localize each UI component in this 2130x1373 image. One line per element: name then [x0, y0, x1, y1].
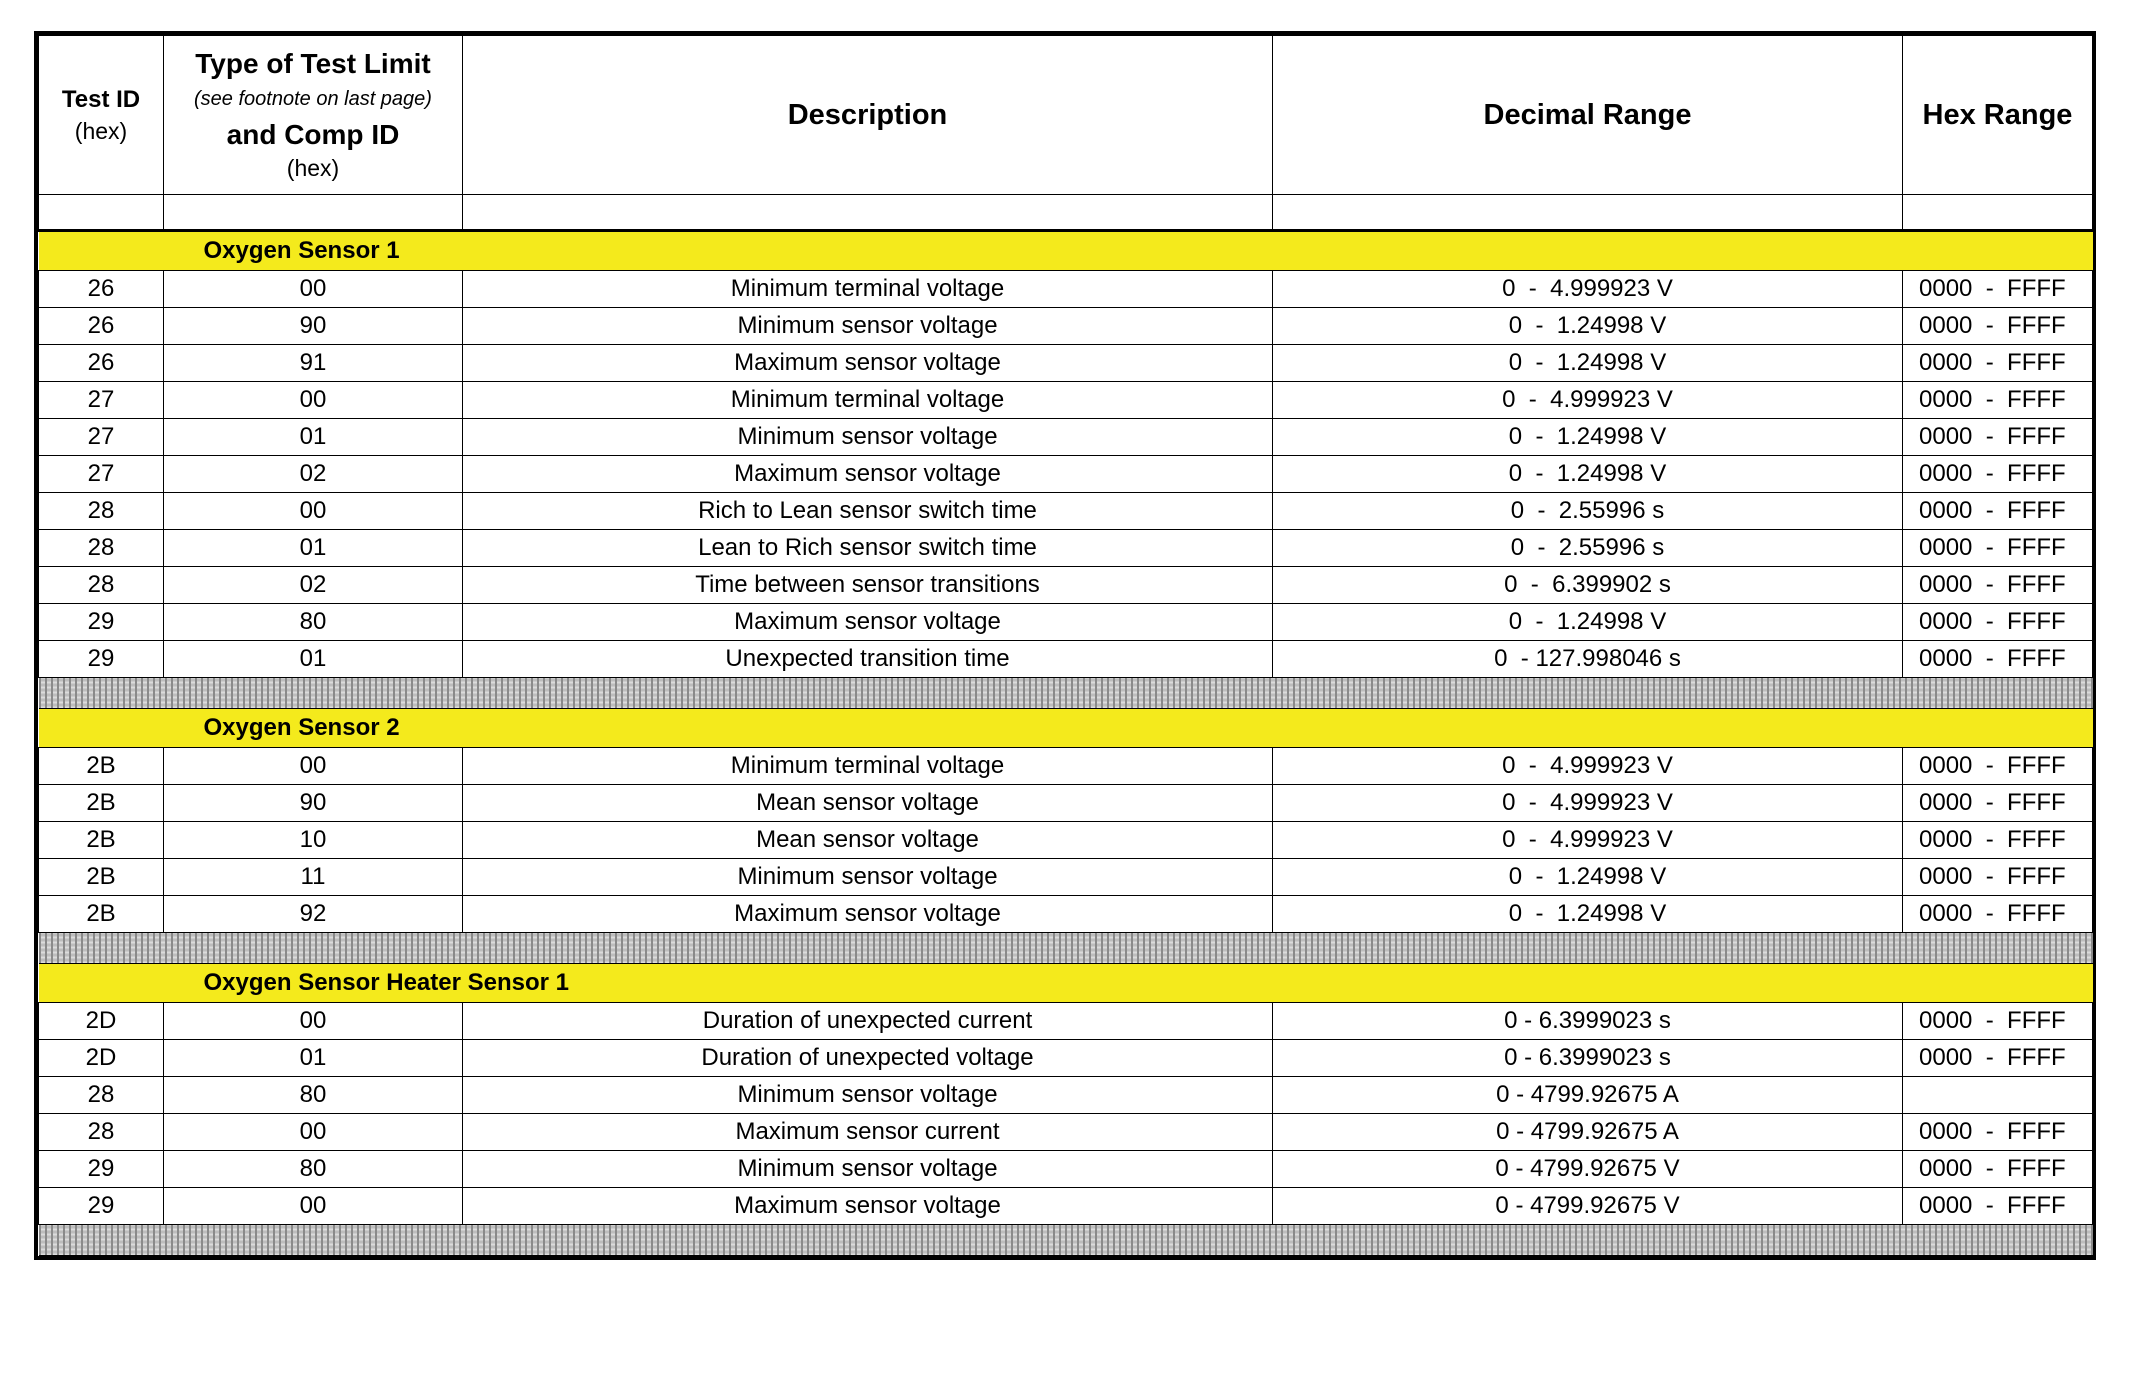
table-row	[39, 382, 2093, 419]
description-cell: Duration of unexpected current	[463, 1003, 1273, 1040]
table-row	[39, 308, 2093, 345]
description-cell: Minimum sensor voltage	[463, 1151, 1273, 1188]
test-id-cell: 29	[39, 604, 164, 641]
test-id-cell: 2B	[39, 896, 164, 933]
comp-id-cell: 90	[164, 308, 463, 345]
decimal-range-cell: 0 - 2.55996 s	[1273, 493, 1903, 530]
decimal-range-cell: 0 - 1.24998 V	[1273, 456, 1903, 493]
decimal-range-cell: 0 - 1.24998 V	[1273, 604, 1903, 641]
decimal-range-cell: 0 - 6.3999023 s	[1273, 1040, 1903, 1077]
test-id-cell: 28	[39, 1077, 164, 1114]
decimal-range-cell: 0 - 4.999923 V	[1273, 271, 1903, 308]
comp-id-cell: 00	[164, 1003, 463, 1040]
hex-range-cell: 0000 - FFFF	[1903, 785, 2093, 822]
spacer-cell	[164, 195, 463, 231]
comp-id-cell: 01	[164, 419, 463, 456]
table-row	[39, 859, 2093, 896]
comp-id-cell: 10	[164, 822, 463, 859]
hex-range-cell: 0000 - FFFF	[1903, 1114, 2093, 1151]
description-cell: Minimum sensor voltage	[463, 419, 1273, 456]
description-cell: Maximum sensor voltage	[463, 345, 1273, 382]
hex-range-cell: 0000 - FFFF	[1903, 345, 2093, 382]
header-type-comp	[164, 36, 463, 195]
header-test-id-unit: (hex)	[74, 117, 128, 144]
description-cell: Time between sensor transitions	[463, 567, 1273, 604]
section-divider-band	[39, 933, 2093, 964]
spacer-cell	[463, 195, 1273, 231]
table-row	[39, 271, 2093, 308]
description-cell: Maximum sensor current	[463, 1114, 1273, 1151]
header-hex-range: Hex Range	[1903, 36, 2093, 195]
hex-range-cell: 0000 - FFFF	[1903, 567, 2093, 604]
section-divider-band	[39, 1225, 2093, 1256]
table-body	[39, 195, 2093, 1256]
test-id-cell: 28	[39, 1114, 164, 1151]
section-divider-row	[39, 678, 2093, 709]
table-row	[39, 1151, 2093, 1188]
test-id-cell: 28	[39, 530, 164, 567]
table-row	[39, 785, 2093, 822]
section-divider-row	[39, 1225, 2093, 1256]
test-id-cell: 28	[39, 567, 164, 604]
table-row	[39, 530, 2093, 567]
comp-id-cell: 00	[164, 748, 463, 785]
test-id-cell: 28	[39, 493, 164, 530]
decimal-range-cell: 0 - 4.999923 V	[1273, 382, 1903, 419]
comp-id-cell: 00	[164, 1188, 463, 1225]
description-cell: Minimum sensor voltage	[463, 859, 1273, 896]
table-row	[39, 345, 2093, 382]
decimal-range-cell: 0 - 127.998046 s	[1273, 641, 1903, 678]
comp-id-cell: 00	[164, 382, 463, 419]
comp-id-cell: 01	[164, 1040, 463, 1077]
hex-range-cell: 0000 - FFFF	[1903, 493, 2093, 530]
section-header-row	[39, 231, 2093, 271]
header-type-label: Type of Test Limit	[195, 48, 431, 79]
test-id-cell: 29	[39, 1151, 164, 1188]
decimal-range-cell: 0 - 4.999923 V	[1273, 785, 1903, 822]
test-id-cell: 2D	[39, 1003, 164, 1040]
decimal-range-cell: 0 - 1.24998 V	[1273, 896, 1903, 933]
test-id-cell: 26	[39, 271, 164, 308]
description-cell: Mean sensor voltage	[463, 785, 1273, 822]
header-test-id-label: Test ID	[61, 85, 141, 113]
hex-range-cell: 0000 - FFFF	[1903, 641, 2093, 678]
spacer-cell	[39, 195, 164, 231]
hex-range-cell	[1903, 1077, 2093, 1114]
table-row	[39, 493, 2093, 530]
table-row	[39, 748, 2093, 785]
hex-range-cell: 0000 - FFFF	[1903, 896, 2093, 933]
test-id-cell: 29	[39, 1188, 164, 1225]
test-limits-sheet	[34, 31, 2096, 1260]
decimal-range-cell: 0 - 6.3999023 s	[1273, 1003, 1903, 1040]
decimal-range-cell: 0 - 4799.92675 V	[1273, 1151, 1903, 1188]
table-row	[39, 456, 2093, 493]
section-title: Oxygen Sensor 2	[203, 714, 400, 741]
header-comp-unit: (hex)	[286, 155, 340, 181]
table-row	[39, 896, 2093, 933]
hex-range-cell: 0000 - FFFF	[1903, 271, 2093, 308]
table-row	[39, 1040, 2093, 1077]
decimal-range-cell: 0 - 2.55996 s	[1273, 530, 1903, 567]
description-cell: Lean to Rich sensor switch time	[463, 530, 1273, 567]
description-cell: Rich to Lean sensor switch time	[463, 493, 1273, 530]
table-row	[39, 641, 2093, 678]
test-id-cell: 26	[39, 345, 164, 382]
comp-id-cell: 80	[164, 604, 463, 641]
hex-range-cell: 0000 - FFFF	[1903, 859, 2093, 896]
comp-id-cell: 00	[164, 271, 463, 308]
spacer-cell	[1903, 195, 2093, 231]
comp-id-cell: 00	[164, 493, 463, 530]
table-row	[39, 1114, 2093, 1151]
test-id-cell: 2B	[39, 785, 164, 822]
decimal-range-cell: 0 - 4.999923 V	[1273, 748, 1903, 785]
hex-range-cell: 0000 - FFFF	[1903, 604, 2093, 641]
decimal-range-cell: 0 - 1.24998 V	[1273, 345, 1903, 382]
table-row	[39, 419, 2093, 456]
section-divider-row	[39, 933, 2093, 964]
hex-range-cell: 0000 - FFFF	[1903, 1151, 2093, 1188]
test-id-cell: 2B	[39, 748, 164, 785]
comp-id-cell: 01	[164, 530, 463, 567]
section-divider-band	[39, 678, 2093, 709]
section-header-cell	[39, 709, 2093, 748]
header-row	[39, 36, 2093, 195]
test-id-cell: 2D	[39, 1040, 164, 1077]
hex-range-cell: 0000 - FFFF	[1903, 1040, 2093, 1077]
header-type-footnote: (see footnote on last page)	[194, 88, 432, 110]
header-decimal-range: Decimal Range	[1273, 36, 1903, 195]
comp-id-cell: 80	[164, 1151, 463, 1188]
test-id-cell: 27	[39, 456, 164, 493]
hex-range-cell: 0000 - FFFF	[1903, 1003, 2093, 1040]
test-id-cell: 2B	[39, 822, 164, 859]
decimal-range-cell: 0 - 4.999923 V	[1273, 822, 1903, 859]
decimal-range-cell: 0 - 1.24998 V	[1273, 859, 1903, 896]
description-cell: Mean sensor voltage	[463, 822, 1273, 859]
section-header-row	[39, 709, 2093, 748]
comp-id-cell: 00	[164, 1114, 463, 1151]
spacer-cell	[1273, 195, 1903, 231]
comp-id-cell: 92	[164, 896, 463, 933]
description-cell: Unexpected transition time	[463, 641, 1273, 678]
section-header-cell	[39, 231, 2093, 271]
table-row	[39, 822, 2093, 859]
test-id-cell: 26	[39, 308, 164, 345]
comp-id-cell: 02	[164, 567, 463, 604]
section-title: Oxygen Sensor 1	[203, 237, 400, 264]
decimal-range-cell: 0 - 1.24998 V	[1273, 419, 1903, 456]
table-row	[39, 1188, 2093, 1225]
hex-range-cell: 0000 - FFFF	[1903, 822, 2093, 859]
test-id-cell: 27	[39, 419, 164, 456]
decimal-range-cell: 0 - 4799.92675 A	[1273, 1077, 1903, 1114]
description-cell: Minimum terminal voltage	[463, 748, 1273, 785]
hex-range-cell: 0000 - FFFF	[1903, 456, 2093, 493]
description-cell: Maximum sensor voltage	[463, 896, 1273, 933]
description-cell: Duration of unexpected voltage	[463, 1040, 1273, 1077]
hex-range-cell: 0000 - FFFF	[1903, 530, 2093, 567]
table-row	[39, 1003, 2093, 1040]
test-id-cell: 2B	[39, 859, 164, 896]
header-description: Description	[463, 36, 1273, 195]
section-header-cell	[39, 964, 2093, 1003]
header-comp-label: and Comp ID	[226, 119, 400, 150]
table-row	[39, 567, 2093, 604]
test-limits-table	[38, 35, 2093, 1256]
comp-id-cell: 80	[164, 1077, 463, 1114]
decimal-range-cell: 0 - 4799.92675 A	[1273, 1114, 1903, 1151]
test-id-cell: 27	[39, 382, 164, 419]
hex-range-cell: 0000 - FFFF	[1903, 748, 2093, 785]
hex-range-cell: 0000 - FFFF	[1903, 1188, 2093, 1225]
decimal-range-cell: 0 - 6.399902 s	[1273, 567, 1903, 604]
description-cell: Minimum sensor voltage	[463, 1077, 1273, 1114]
description-cell: Minimum terminal voltage	[463, 271, 1273, 308]
description-cell: Minimum terminal voltage	[463, 382, 1273, 419]
comp-id-cell: 11	[164, 859, 463, 896]
decimal-range-cell: 0 - 4799.92675 V	[1273, 1188, 1903, 1225]
section-title: Oxygen Sensor Heater Sensor 1	[203, 969, 569, 996]
comp-id-cell: 90	[164, 785, 463, 822]
comp-id-cell: 02	[164, 456, 463, 493]
table-row	[39, 1077, 2093, 1114]
hex-range-cell: 0000 - FFFF	[1903, 382, 2093, 419]
hex-range-cell: 0000 - FFFF	[1903, 308, 2093, 345]
description-cell: Maximum sensor voltage	[463, 1188, 1273, 1225]
spacer-row	[39, 195, 2093, 231]
hex-range-cell: 0000 - FFFF	[1903, 419, 2093, 456]
test-id-cell: 29	[39, 641, 164, 678]
comp-id-cell: 91	[164, 345, 463, 382]
table-row	[39, 604, 2093, 641]
comp-id-cell: 01	[164, 641, 463, 678]
description-cell: Maximum sensor voltage	[463, 456, 1273, 493]
decimal-range-cell: 0 - 1.24998 V	[1273, 308, 1903, 345]
header-test-id	[39, 36, 164, 195]
section-header-row	[39, 964, 2093, 1003]
description-cell: Minimum sensor voltage	[463, 308, 1273, 345]
description-cell: Maximum sensor voltage	[463, 604, 1273, 641]
